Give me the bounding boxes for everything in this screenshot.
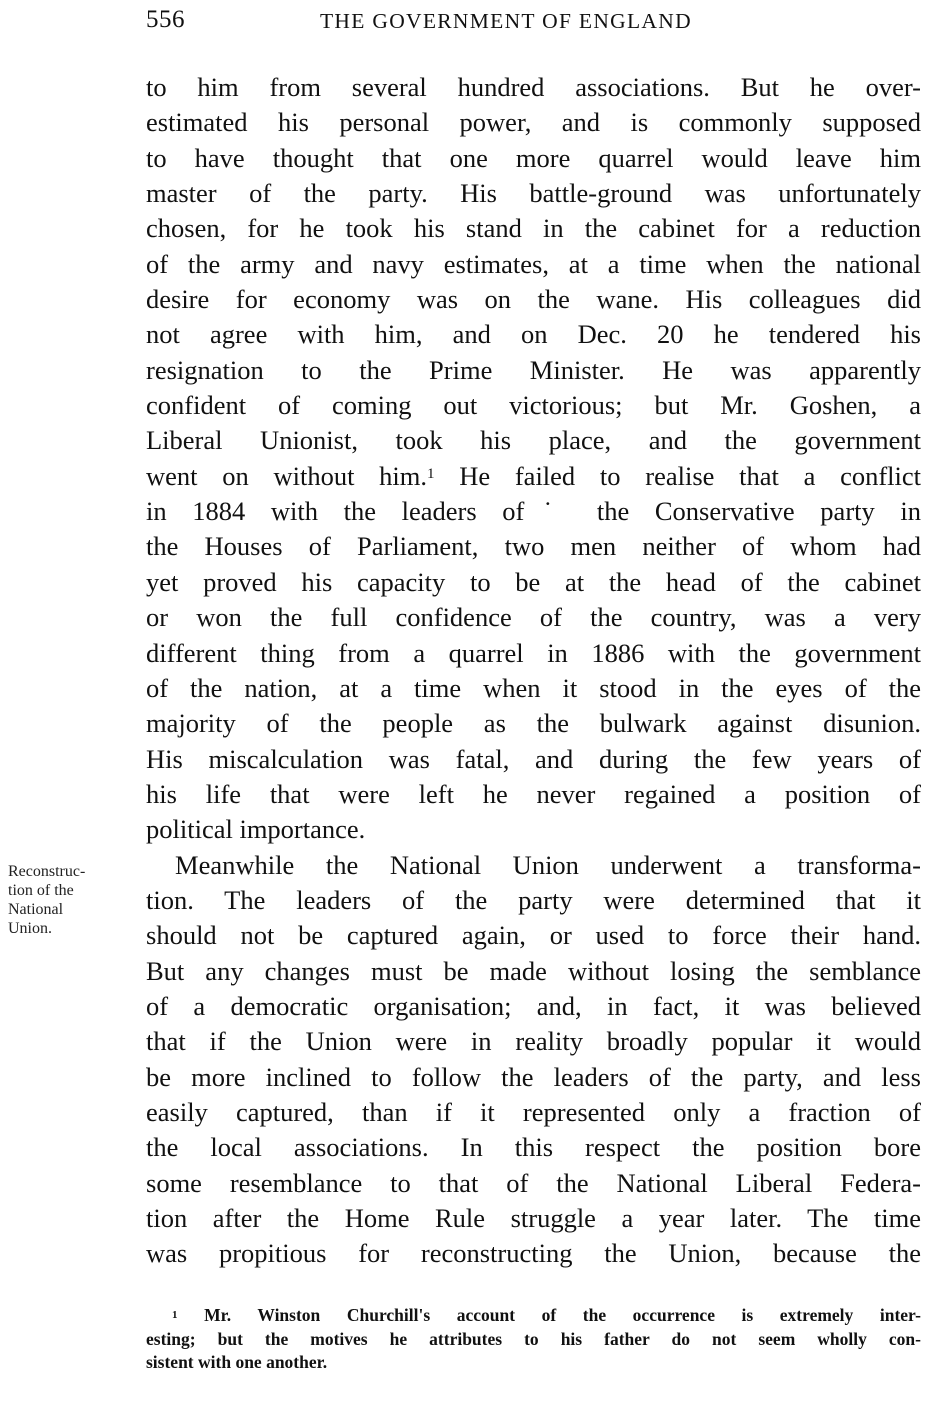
margin-note-line: tion of the (8, 882, 74, 899)
text-line: master of the party. His battle-ground was unfortunately (146, 178, 921, 209)
text-line: Meanwhile the National Union underwent a transforma- (175, 849, 921, 880)
text-line: tion after the Home Rule struggle a year later. The time (146, 1203, 921, 1233)
page-number: 556 (146, 6, 185, 33)
text-line: of the nation, at a time when it stood in the eyes of the (146, 672, 921, 703)
text-line: to have thought that one more quarrel would leave him (146, 142, 921, 173)
body-text (146, 70, 921, 1272)
text-line: or won the full confidence of the country, was a very (146, 602, 921, 633)
text-line: his life that were left he never regained a position of (146, 778, 921, 809)
footnote-marker: 1 (172, 1309, 178, 1321)
footnote-line: sistent with one another. (146, 1352, 328, 1372)
text-segment: went on without him. (146, 460, 428, 491)
footnote-reference[interactable]: 1 (427, 465, 435, 482)
paragraph-1 (146, 70, 921, 848)
text-line: majority of the people as the bulwark against disunion. (146, 708, 921, 739)
text-segment: He failed to realise that a conflict (434, 460, 921, 491)
text-line: His miscalculation was fatal, and during the few years of (146, 743, 921, 774)
text-line: chosen, for he took his stand in the cabinet for a reduction (146, 213, 921, 244)
footnote-line: esting; but the motives he attributes to his father do not seem wholly con- (146, 1328, 921, 1349)
text-line: be more inclined to follow the leaders of the party, and less (146, 1061, 921, 1092)
text-line: easily captured, than if it represented only a fraction of (146, 1096, 921, 1127)
paragraph-2 (146, 848, 921, 1272)
running-title: THE GOVERNMENT OF ENGLAND (320, 9, 692, 33)
margin-note-line: Union. (8, 920, 52, 937)
text-line-with-footnote-ref (146, 459, 921, 494)
text-line: desire for economy was on the wane. His colleagues did (146, 284, 921, 315)
text-line: yet proved his capacity to be at the head of the cabinet (146, 566, 921, 597)
text-line: that if the Union were in reality broadly popular it would (146, 1026, 921, 1057)
text-line: should not be captured again, or used to force their hand. (146, 920, 921, 951)
footnote-line (146, 1304, 921, 1328)
text-line: tion. The leaders of the party were determined that it (146, 884, 921, 915)
text-line: was propitious for reconstructing the Union, because the (146, 1238, 921, 1269)
text-line: But any changes must be made without losing the semblance (146, 955, 921, 986)
margin-note-line: Reconstruc- (8, 863, 86, 880)
margin-note-line: National (8, 901, 64, 918)
text-line: the Houses of Parliament, two men neither of whom had (146, 531, 921, 562)
text-line: different thing from a quarrel in 1886 with the government (146, 637, 921, 668)
text-line: estimated his personal power, and is commonly supposed (146, 107, 921, 138)
text-line: some resemblance to that of the National Liberal Federa- (146, 1167, 921, 1198)
text-line: resignation to the Prime Minister. He was apparently (146, 354, 921, 385)
text-line: political importance. (146, 814, 366, 845)
text-line: to him from several hundred associations. But he over- (146, 72, 921, 102)
page-header (146, 6, 921, 40)
text-line: Liberal Unionist, took his place, and the government (146, 425, 921, 456)
footnote (146, 1304, 921, 1375)
margin-note (8, 862, 136, 938)
footnote-text: Mr. Winston Churchill's account of the occurrence is extremely inter- (177, 1305, 921, 1325)
text-line: in 1884 with the leaders of˙ the Conservative party in (146, 496, 921, 527)
text-line: of the army and navy estimates, at a time when the national (146, 248, 921, 279)
text-line: of a democratic organisation; and, in fact, it was believed (146, 990, 921, 1021)
text-line: not agree with him, and on Dec. 20 he tendered his (146, 319, 921, 350)
text-line: confident of coming out victorious; but Mr. Goshen, a (146, 390, 921, 421)
text-line: the local associations. In this respect the position bore (146, 1132, 921, 1163)
